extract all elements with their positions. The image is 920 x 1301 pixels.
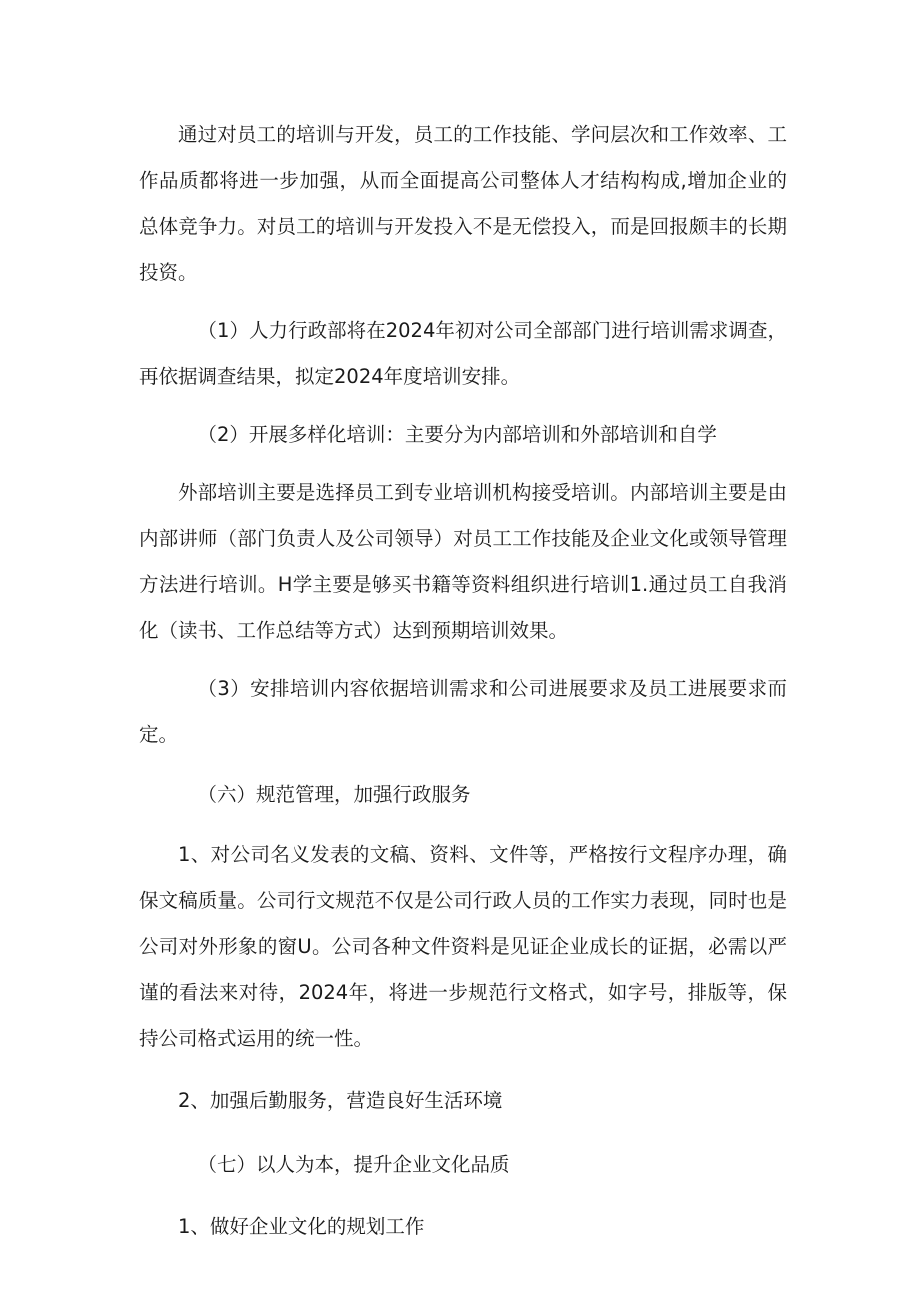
paragraph-item-3-content: （3）安排培训内容依据培训需求和公司进展要求及员工进展要求而定。: [139, 677, 787, 746]
paragraph-logistics: 2、加强后勤服务，营造良好生活环境: [178, 1089, 503, 1112]
paragraph-item-1-survey: （1）人力行政部将在2024年初对公司全部部门进行培训需求调查，再依据调查结果，拟定2024年度培训安排。: [139, 319, 787, 388]
document-body: [139, 112, 787, 1250]
paragraph-training-benefits: 通过对员工的培训与开发，员工的工作技能、学问层次和工作效率、工作品质都将进一步加强，从而全面提高公司整体人才结构构成,增加企业的总体竞争力。对员工的培训与开发投入不是无偿投入，而是回报颇丰的长期投资。: [139, 123, 787, 284]
paragraph-item-2-diverse-training: （2）开展多样化培训：主要分为内部培训和外部培训和自学: [197, 423, 717, 446]
paragraph-culture-planning: 1、做好企业文化的规划工作: [178, 1215, 425, 1238]
paragraph-document-standards: 1、对公司名义发表的文稿、资料、文件等，严格按行文程序办理，确保文稿质量。公司行文规范不仅是公司行政人员的工作实力表现，同时也是公司对外形象的窗U。公司各种文件资料是见证企业成长的证据，必需以严谨的看法来对待，2024年，将进一步规范行文格式，如字号，排版等，保持公司格式运用的统一性。: [139, 843, 787, 1050]
section-heading-seven: （七）以人为本，提升企业文化品质: [197, 1153, 510, 1176]
paragraph-training-types: 外部培训主要是选择员工到专业培训机构接受培训。内部培训主要是由内部讲师（部门负责人及公司领导）对员工工作技能及企业文化或领导管理方法进行培训。H学主要是够买书籍等资料组织进行培训1.通过员工自我消化（读书、工作总结等方式）达到预期培训效果。: [139, 481, 787, 642]
section-heading-six: （六）规范管理，加强行政服务: [197, 783, 471, 806]
